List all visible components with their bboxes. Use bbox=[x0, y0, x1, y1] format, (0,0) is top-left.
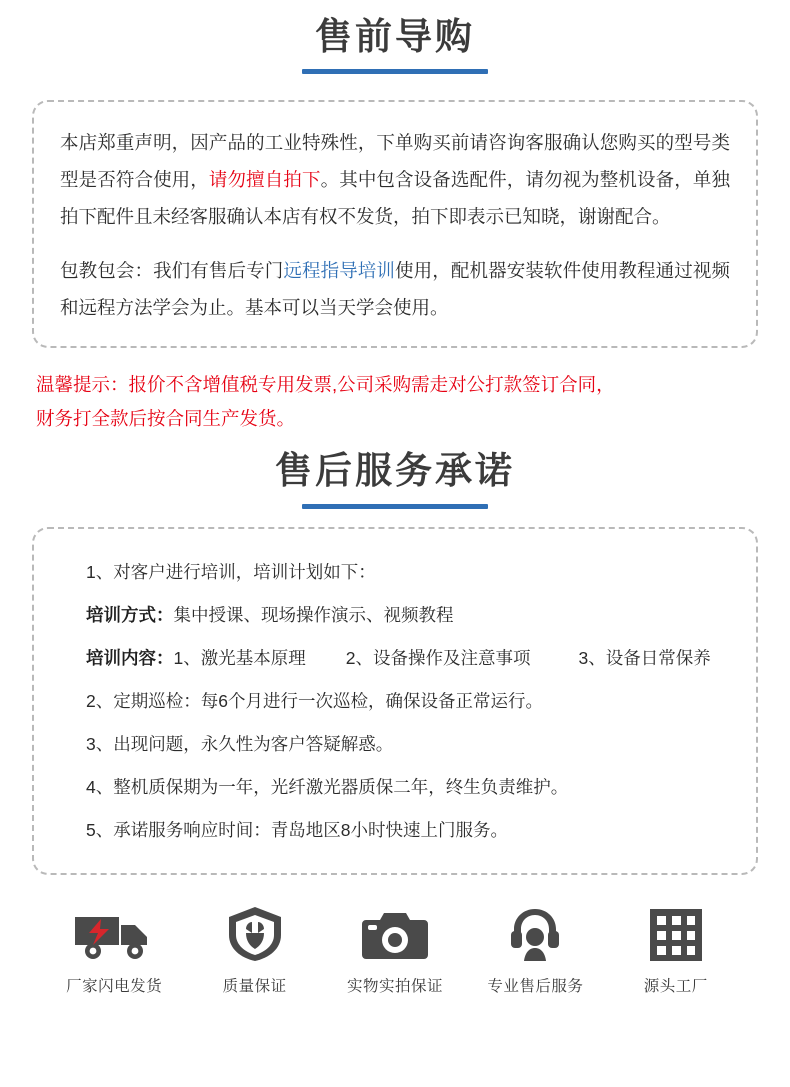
aftersale-heading bbox=[0, 436, 790, 508]
presale-p2-highlight: 远程指导培训 bbox=[283, 260, 396, 282]
presale-p1-part2: 。其中包含设备选配件，请勿视为整机设备，单独拍下配件且未经客服确认本店有权不发货，拍下即表示已知晓，谢谢配合。 bbox=[60, 169, 730, 228]
feature-strip bbox=[0, 903, 790, 996]
feature-item-support bbox=[465, 903, 605, 996]
list-item bbox=[64, 770, 726, 804]
feature-label: 厂家闪电发货 bbox=[66, 977, 163, 995]
list-item bbox=[64, 641, 726, 675]
aftersale-item-4-text: 3、出现问题，永久性为客户答疑解惑。 bbox=[86, 733, 394, 754]
aftersale-title: 售后服务承诺 bbox=[275, 450, 515, 492]
camera-icon bbox=[325, 903, 465, 963]
presale-p2-part2: 使用，配机器安装软件使用教程通过视频和远程方法学会为止。基本可以当天学会使用。 bbox=[60, 260, 730, 319]
presale-p1-highlight: 请勿擅自拍下 bbox=[208, 169, 321, 191]
aftersale-item-5-text: 4、整机质保期为一年，光纤激光器质保二年，终生负责维护。 bbox=[86, 776, 569, 797]
feature-label: 源头工厂 bbox=[643, 977, 708, 995]
aftersale-box bbox=[32, 527, 758, 875]
aftersale-item-2-sub3: 3、设备日常保养 bbox=[578, 647, 711, 668]
list-item bbox=[64, 555, 726, 589]
presale-box bbox=[32, 100, 758, 348]
headset-icon bbox=[465, 903, 605, 963]
presale-paragraph-1 bbox=[60, 124, 730, 235]
warm-tip-line2: 财务打全款后按合同生产发货。 bbox=[36, 408, 296, 430]
feature-item-quality bbox=[184, 903, 324, 996]
presale-heading bbox=[0, 0, 790, 74]
warm-tip-label: 温馨提示： bbox=[36, 374, 129, 396]
truck-icon bbox=[44, 903, 184, 963]
aftersale-item-2-sub2: 2、设备操作及注意事项 bbox=[345, 647, 531, 668]
aftersale-item-6-text: 5、承诺服务响应时间：青岛地区8小时快速上门服务。 bbox=[86, 819, 508, 840]
shield-hand-icon bbox=[184, 903, 324, 963]
presale-p1-part1: 本店郑重声明，因产品的工业特殊性，下单购买前请咨询客服确认您购买的型号类型是否符合使用， bbox=[60, 132, 730, 191]
feature-item-factory bbox=[606, 903, 746, 996]
feature-label: 专业售后服务 bbox=[487, 977, 584, 995]
feature-item-delivery bbox=[44, 903, 184, 996]
feature-item-photo bbox=[325, 903, 465, 996]
aftersale-item-2-label: 培训内容： bbox=[86, 647, 174, 668]
presale-p2-part1: 包教包会：我们有售后专门 bbox=[60, 260, 284, 282]
feature-label: 质量保证 bbox=[222, 977, 287, 995]
presale-paragraph-2 bbox=[60, 252, 730, 326]
feature-label: 实物实拍保证 bbox=[346, 977, 443, 995]
presale-underline bbox=[302, 69, 488, 74]
warm-tip bbox=[36, 368, 754, 436]
aftersale-item-2-sub1: 1、激光基本原理 bbox=[173, 647, 306, 668]
aftersale-item-0-text: 1、对客户进行培训，培训计划如下： bbox=[86, 561, 376, 582]
aftersale-item-1-label: 培训方式： bbox=[86, 604, 174, 625]
list-item bbox=[64, 813, 726, 847]
list-item bbox=[64, 727, 726, 761]
factory-icon bbox=[606, 903, 746, 963]
presale-title: 售前导购 bbox=[315, 16, 475, 57]
aftersale-item-3-text: 2、定期巡检：每6个月进行一次巡检，确保设备正常运行。 bbox=[86, 690, 543, 711]
aftersale-underline bbox=[302, 504, 488, 509]
list-item bbox=[64, 598, 726, 632]
warm-tip-line1: 报价不含增值税专用发票,公司采购需走对公打款签订合同， bbox=[128, 374, 615, 396]
aftersale-item-1-text: 集中授课、现场操作演示、视频教程 bbox=[173, 604, 454, 625]
list-item bbox=[64, 684, 726, 718]
